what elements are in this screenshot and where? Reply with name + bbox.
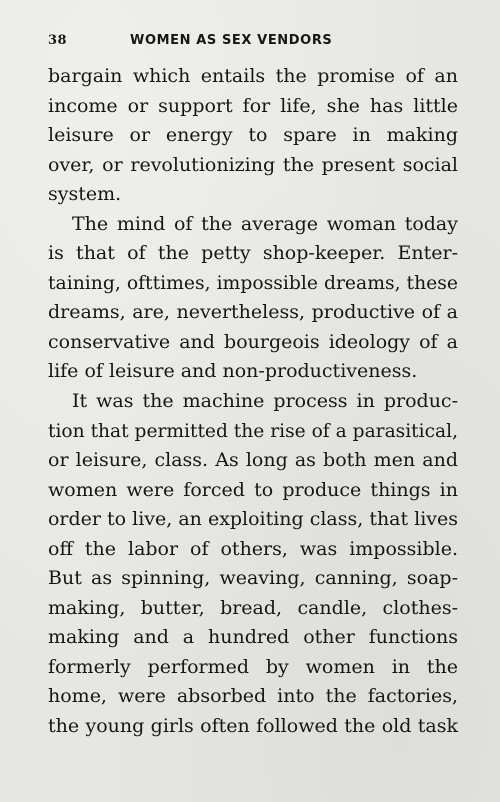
text-line: bargain which entails the promise of an <box>48 65 458 87</box>
text-line: tion that permitted the rise of a parasitical, <box>48 420 458 442</box>
text-line: It was the machine process in produc- <box>72 390 458 413</box>
text-line: making, butter, bread, candle, clothes- <box>48 596 458 619</box>
text-line: But as spinning, weaving, canning, soap- <box>48 567 458 590</box>
page-number: 38 <box>48 33 68 48</box>
text-line: conservative and bourgeois ideology of a <box>48 330 458 353</box>
running-title: WOMEN AS SEX VENDORS <box>130 33 333 48</box>
text-line: off the labor of others, was impossible. <box>48 537 458 560</box>
text-line: or leisure, class. As long as both men and <box>48 449 458 472</box>
text-line: women were forced to produce things in <box>48 478 458 501</box>
running-head <box>48 33 456 51</box>
text-line: home, were absorbed into the factories, <box>48 685 458 708</box>
text-line: system. <box>48 183 122 206</box>
body-text <box>48 62 458 742</box>
text-line: life of leisure and non-productiveness. <box>48 360 418 383</box>
text-line: taining, ofttimes, impossible dreams, these <box>48 272 458 294</box>
text-line: income or support for life, she has little <box>48 94 458 117</box>
text-line: the young girls often followed the old task <box>48 715 458 738</box>
text-line: leisure or energy to spare in making <box>48 124 458 147</box>
text-line: order to live, an exploiting class, that lives <box>48 508 458 531</box>
text-line: is that of the petty shop-keeper. Enter- <box>48 242 458 265</box>
text-line: formerly performed by women in the <box>48 655 458 678</box>
text-line: dreams, are, nevertheless, productive of a <box>48 301 458 324</box>
text-line: The mind of the average woman today <box>72 212 458 235</box>
text-line: over, or revolutionizing the present social <box>48 153 458 176</box>
text-line: making and a hundred other functions <box>48 626 458 649</box>
